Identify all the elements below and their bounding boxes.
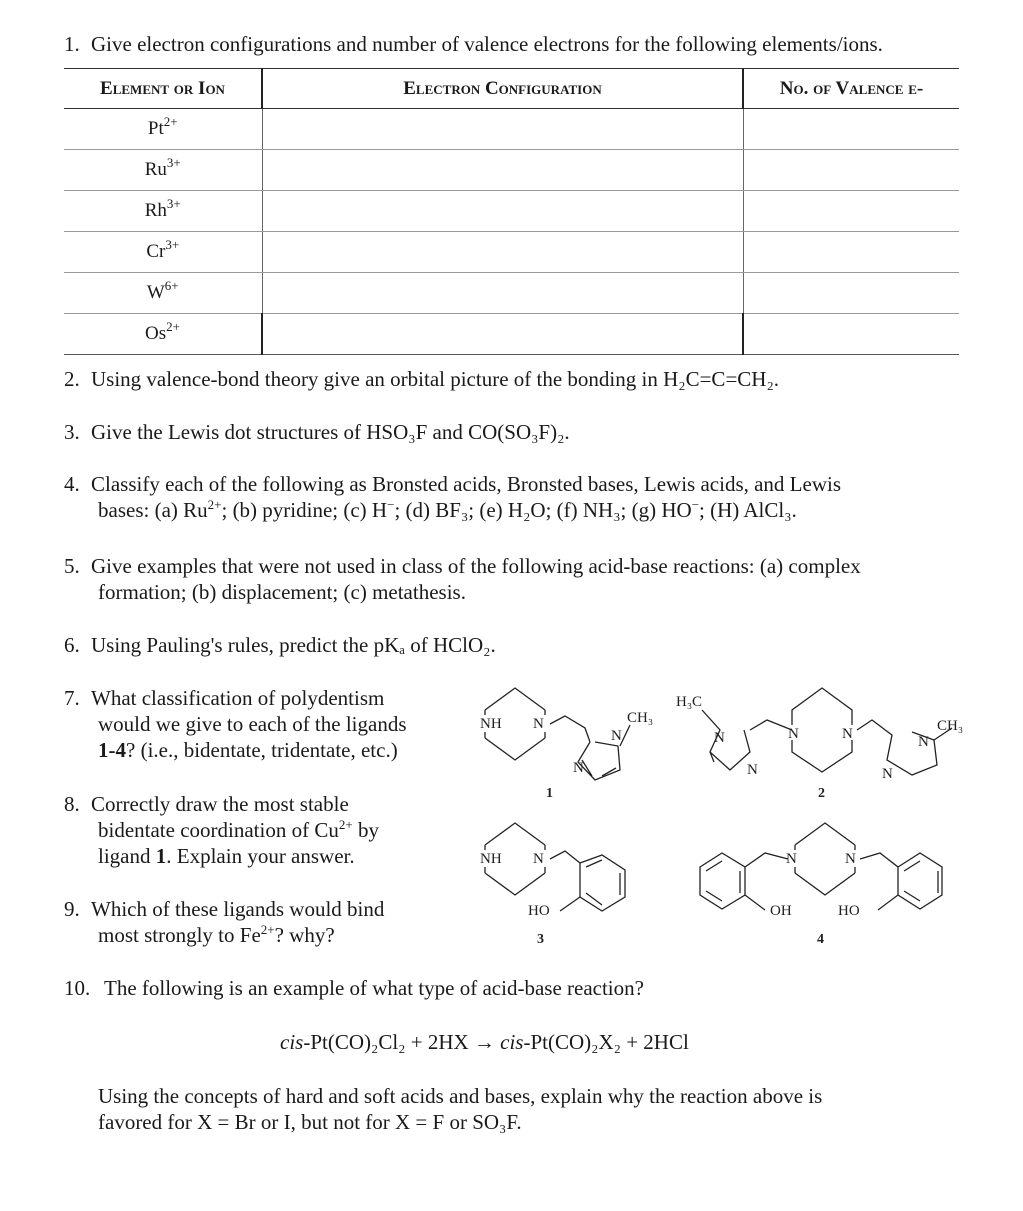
question-text: Give the Lewis dot structures of HSO₃F and CO(SO₃F)₂. bbox=[91, 420, 570, 444]
svg-text:N: N bbox=[788, 726, 799, 742]
question-text: Using valence-bond theory give an orbital picture of the bonding in H₂C=C=CH₂. bbox=[91, 367, 780, 391]
table-row bbox=[64, 314, 959, 355]
svg-text:NH: NH bbox=[480, 851, 502, 867]
config-cell[interactable] bbox=[262, 109, 743, 150]
svg-text:2: 2 bbox=[818, 786, 825, 801]
question-number: 1. bbox=[64, 32, 80, 56]
svg-text:HO: HO bbox=[838, 903, 860, 919]
svg-text:N: N bbox=[747, 762, 758, 778]
valence-cell[interactable] bbox=[743, 232, 959, 273]
table-row bbox=[64, 273, 959, 314]
svg-text:HO: HO bbox=[528, 903, 550, 919]
svg-text:OH: OH bbox=[770, 903, 792, 919]
ligand-1-structure bbox=[470, 680, 670, 810]
valence-cell[interactable] bbox=[743, 314, 959, 355]
question-3 bbox=[64, 419, 570, 445]
question-9: 9. Which of these ligands would bind most strongly to $Fe^{2+}$? why? bbox=[64, 897, 385, 947]
svg-text:4: 4 bbox=[817, 932, 824, 945]
valence-cell[interactable] bbox=[743, 150, 959, 191]
question-number: 2. bbox=[64, 367, 80, 391]
config-cell[interactable] bbox=[262, 314, 743, 355]
question-text: Classify each of the following as Bronsted acids, Bronsted bases, Lewis acids, and Lewis bbox=[91, 472, 842, 496]
svg-text:N: N bbox=[918, 734, 929, 750]
element-cell: $W^{6+}$ bbox=[64, 273, 262, 314]
svg-text:CH₃: CH₃ bbox=[937, 718, 964, 734]
question-6 bbox=[64, 632, 496, 658]
svg-text:N: N bbox=[842, 726, 853, 742]
svg-text:N: N bbox=[573, 760, 584, 776]
svg-text:N: N bbox=[533, 851, 544, 867]
config-cell[interactable] bbox=[262, 273, 743, 314]
question-text-line2: bases: (a) $Ru^{2+}$; (b) pyridine; (c) H−; (d) BF₃; (e) H₂O; (f) NH₃; (g) HO−; (H) AlCl₃. bbox=[98, 497, 797, 522]
question-number: 6. bbox=[64, 633, 80, 657]
question-10 bbox=[64, 975, 644, 1001]
header-element: Element or Ion bbox=[64, 69, 262, 109]
svg-text:H₃C: H₃C bbox=[676, 694, 703, 710]
svg-text:3: 3 bbox=[537, 932, 544, 945]
svg-text:N: N bbox=[611, 728, 622, 744]
svg-text:1: 1 bbox=[546, 786, 553, 801]
element-cell: $Os^{2+}$ bbox=[64, 314, 262, 355]
question-number: 9. bbox=[64, 897, 80, 921]
element-cell: $Ru^{3+}$ bbox=[64, 150, 262, 191]
question-text: Using Pauling's rules, predict the pKₐ of HClO₂. bbox=[91, 633, 496, 657]
header-valence: No. of Valence e- bbox=[743, 69, 959, 109]
question-text: Give electron configurations and number of valence electrons for the following elements/ions. bbox=[91, 32, 883, 56]
table-row bbox=[64, 191, 959, 232]
element-cell: $Rh^{3+}$ bbox=[64, 191, 262, 232]
reaction-equation: cis-Pt(CO)₂Cl₂ + 2HX → cis-Pt(CO)₂X₂ + 2HCl bbox=[280, 1030, 689, 1054]
question-text-line2: formation; (b) displacement; (c) metathesis. bbox=[98, 580, 466, 604]
svg-text:N: N bbox=[714, 730, 725, 746]
question-8: 8. Correctly draw the most stable bidentate coordination of $Cu^{2+}$ by ligand 1. Explain your answer. bbox=[64, 792, 379, 868]
question-7: 7. What classification of polydentism would we give to each of the ligands 1-4? (i.e., bidentate, tridentate, etc.) bbox=[64, 686, 407, 762]
ligand-4-structure bbox=[690, 815, 950, 945]
config-cell[interactable] bbox=[262, 232, 743, 273]
element-cell: $Cr^{3+}$ bbox=[64, 232, 262, 273]
question-10-followup: Using the concepts of hard and soft acids and bases, explain why the reaction above is favored for X = Br or I, but not for X = F or SO₃F. bbox=[98, 1084, 823, 1134]
question-4 bbox=[64, 471, 841, 523]
question-text: The following is an example of what type of acid-base reaction? bbox=[104, 976, 644, 1000]
element-cell: $Pt^{2+}$ bbox=[64, 109, 262, 150]
question-number: 7. bbox=[64, 686, 80, 710]
question-1 bbox=[64, 31, 883, 57]
config-cell[interactable] bbox=[262, 191, 743, 232]
valence-cell[interactable] bbox=[743, 191, 959, 232]
svg-text:N: N bbox=[533, 716, 544, 732]
question-text: Give examples that were not used in class of the following acid-base reactions: (a) complex bbox=[91, 554, 861, 578]
valence-cell[interactable] bbox=[743, 273, 959, 314]
svg-text:N: N bbox=[882, 766, 893, 782]
svg-text:N: N bbox=[786, 851, 797, 867]
question-number: 3. bbox=[64, 420, 80, 444]
svg-text:NH: NH bbox=[480, 716, 502, 732]
valence-cell[interactable] bbox=[743, 109, 959, 150]
config-cell[interactable] bbox=[262, 150, 743, 191]
svg-text:CH₃: CH₃ bbox=[627, 710, 654, 726]
header-config: Electron Configuration bbox=[262, 69, 743, 109]
svg-text:N: N bbox=[845, 851, 856, 867]
table-row bbox=[64, 232, 959, 273]
electron-config-table bbox=[64, 68, 959, 355]
table-header-row bbox=[64, 69, 959, 109]
table-row bbox=[64, 109, 959, 150]
question-number: 8. bbox=[64, 792, 80, 816]
question-2 bbox=[64, 366, 779, 392]
question-number: 10. bbox=[64, 976, 91, 1000]
question-5 bbox=[64, 553, 861, 605]
table-row bbox=[64, 150, 959, 191]
question-number: 5. bbox=[64, 554, 80, 578]
ligand-3-structure bbox=[470, 815, 670, 945]
question-number: 4. bbox=[64, 472, 80, 496]
ligand-2-structure bbox=[672, 680, 982, 810]
